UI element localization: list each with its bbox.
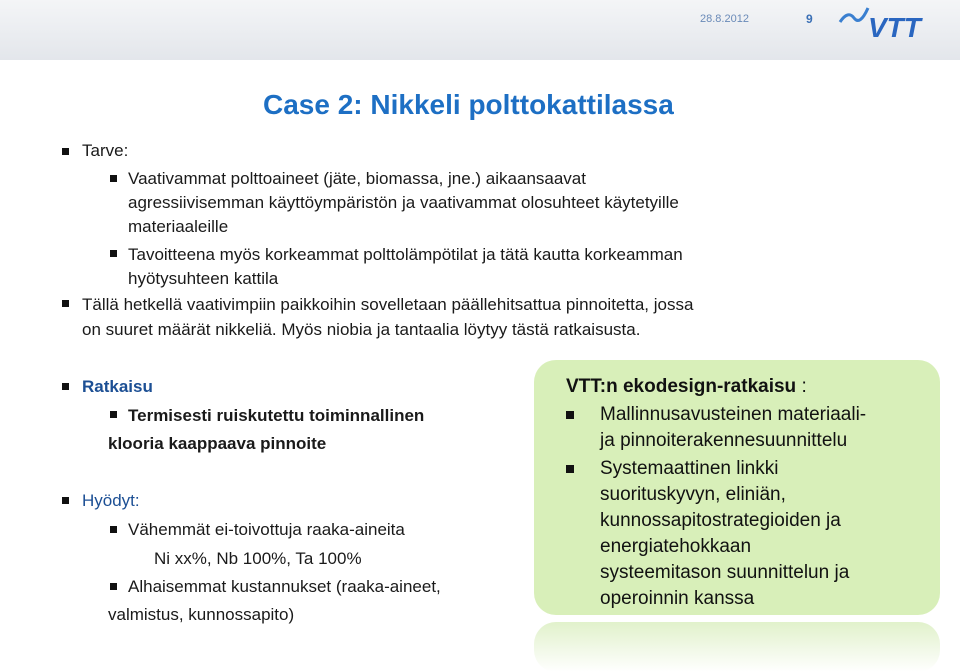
sub-bullet-marker [110,175,117,182]
bullet-tarve: Tarve: [82,141,129,160]
panel-title-row [566,374,807,400]
sub-bullet-marker [110,411,117,418]
slide-title: Case 2: Nikkeli polttokattilassa [263,89,674,120]
sub-bullet-1-line1: Vaativammat polttoaineet (jäte, biomassa, jne.) aikaansaavat [128,169,586,188]
panel-title-colon: : [796,376,807,397]
hyodyt-item-2-line1: Alhaisemmat kustannukset (raaka-aineet, [128,577,441,596]
panel-title: VTT:n ekodesign-ratkaisu [566,376,797,397]
panel-item-2-line4: energiatehokkaan [600,536,752,557]
hyodyt-heading: Hyödyt: [82,491,140,510]
bullet-2-line2: on suuret määrät nikkeliä. Myös niobia ja tantaalia löytyy tästä ratkaisusta. [82,320,641,339]
vtt-logo [838,4,950,44]
header-bar [0,0,960,60]
ratkaisu-line1: Termisesti ruiskutettu toiminnallinen [128,406,425,425]
panel-item-2-line5: systeemitason suunnittelun ja [600,562,850,583]
sub-bullet-1-line2: agressiivisemman käyttöympäristön ja vaativammat olosuhteet käytetyille [128,193,679,212]
sub-bullet-marker [110,250,117,257]
svg-text:VTT: VTT [868,12,921,43]
panel-item-2-line6: operoinnin kanssa [600,588,755,609]
panel-item-2-line2: suorituskyvyn, eliniän, [600,484,786,505]
page-number: 9 [806,12,813,26]
bullet-marker [62,300,69,307]
panel-bullet-marker [566,411,574,419]
sub-bullet-2-line2: hyötysuhteen kattila [128,269,279,288]
hyodyt-item-2-line2: valmistus, kunnossapito) [108,605,295,624]
bullet-marker [62,497,69,504]
ratkaisu-line2: klooria kaappaava pinnoite [108,434,327,453]
sub-bullet-2-line1: Tavoitteena myös korkeammat polttolämpötilat ja tätä kautta korkeamman [128,245,683,264]
hyodyt-item-1: Vähemmät ei-toivottuja raaka-aineita [128,520,405,539]
bullet-2-line1: Tällä hetkellä vaativimpiin paikkoihin sovelletaan päällehitsattua pinnoitetta, jossa [82,295,694,314]
sub-bullet-marker [110,583,117,590]
panel-item-2-line1: Systemaattinen linkki [600,458,779,479]
ratkaisu-heading: Ratkaisu [82,377,153,396]
slide-date: 28.8.2012 [700,13,749,25]
bullet-marker [62,148,69,155]
bullet-marker [62,383,69,390]
panel-bullet-marker [566,465,574,473]
sub-bullet-marker [110,526,117,533]
panel-item-1-line1: Mallinnusavusteinen materiaali- [600,404,867,425]
panel-item-1-line2: ja pinnoiterakennesuunnittelu [600,430,848,451]
sub-bullet-1-line3: materiaaleille [128,217,229,236]
panel-item-2-line3: kunnossapitostrategioiden ja [600,510,841,531]
hyodyt-item-1-detail: Ni xx%, Nb 100%, Ta 100% [154,549,362,568]
